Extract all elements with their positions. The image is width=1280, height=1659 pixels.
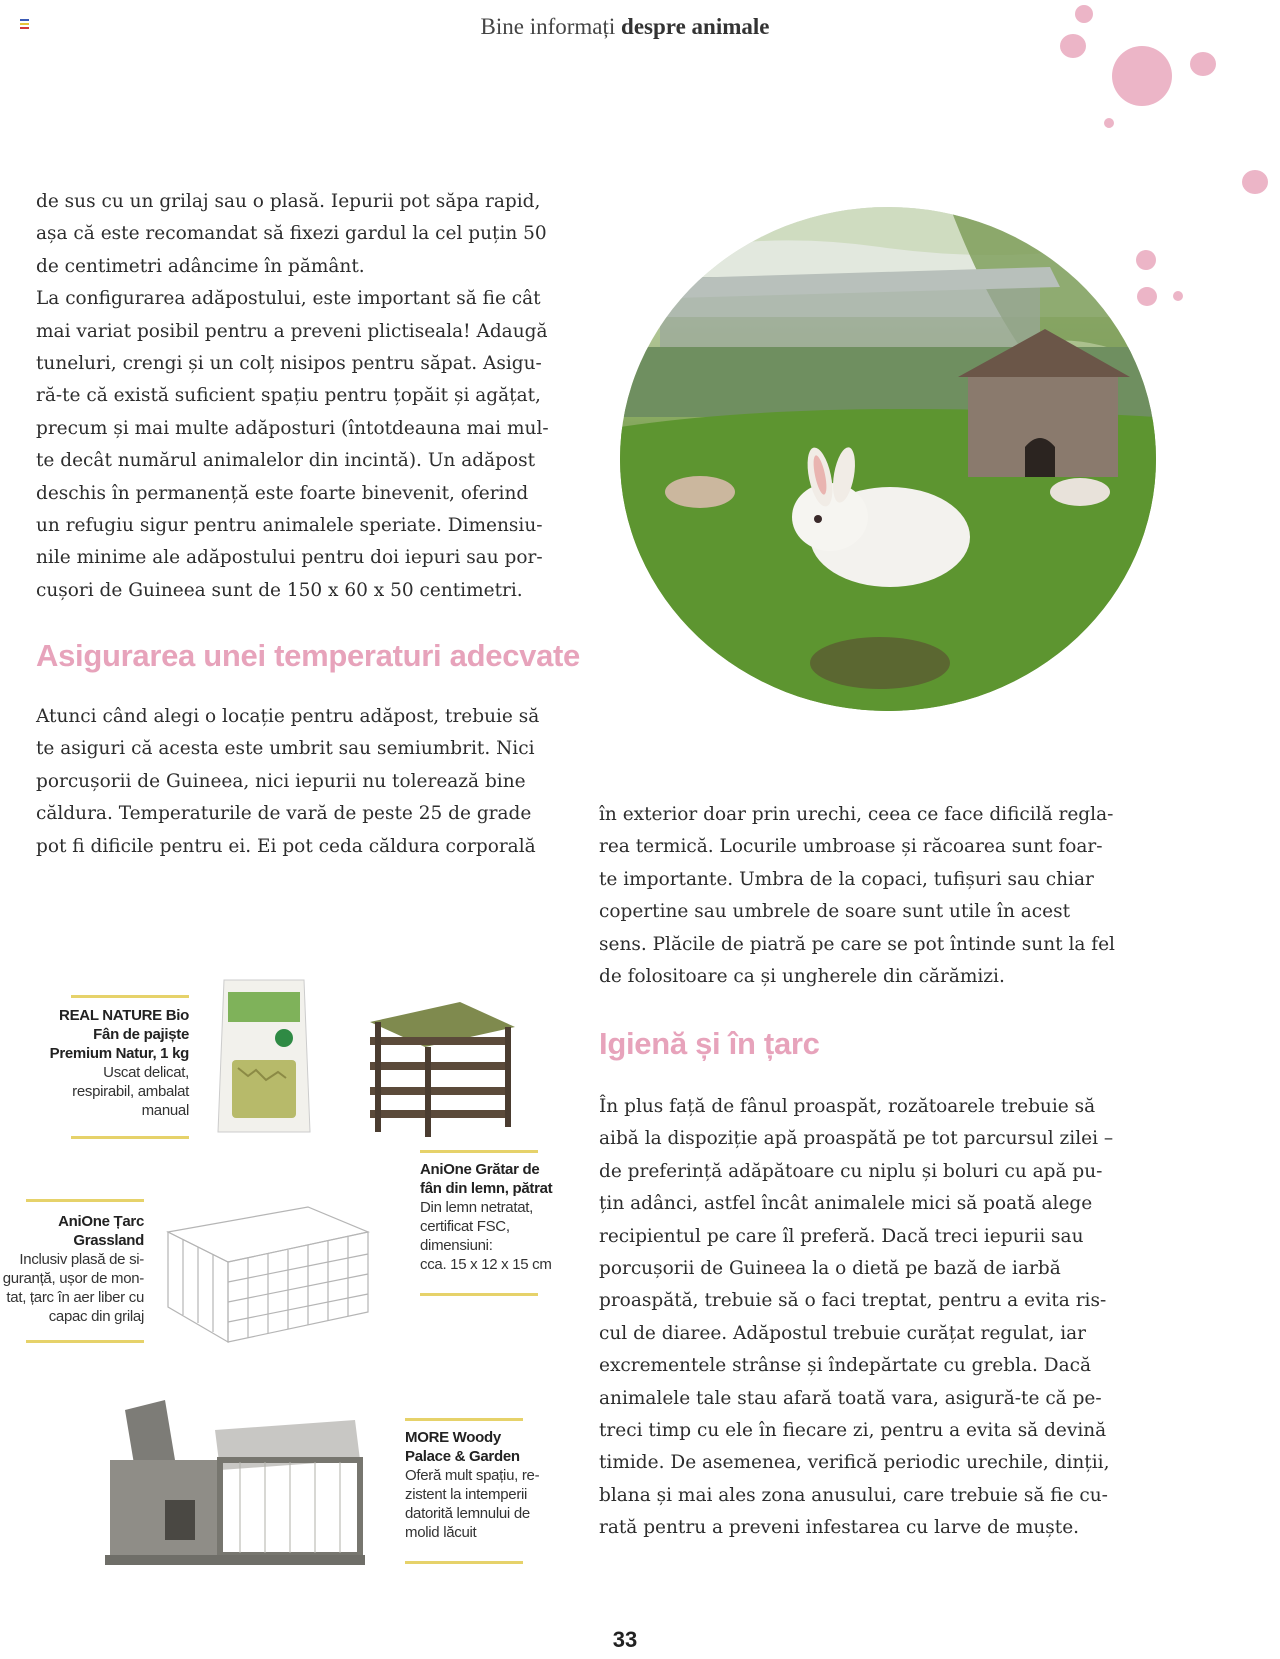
divider-line [26,1199,144,1202]
divider-line [405,1418,523,1421]
header-title-bold: despre animale [621,14,770,39]
product-enclosure-caption [0,1212,144,1326]
product-description: Din lemn netratat, certificat FSC, dimensiuni: cca. 15 x 12 x 15 cm [420,1199,552,1273]
page-number: 33 [612,1627,638,1652]
divider-line [405,1561,523,1564]
product-name: AniOne Grătar de fân din lemn, pătrat [420,1161,553,1197]
product-description: Uscat delicat, respirabil, ambalat manual [72,1064,189,1119]
header-title-light: Bine informați [480,14,616,39]
product-description: Inclusiv plasă de si- guranță, ușor de mon- tat, țarc în aer liber cu capac din grilaj [2,1251,144,1325]
temperature-paragraph-right: în exterior doar prin urechi, ceea ce face dificilă regla- rea termică. Locurile umbroase și răcoarea sunt foar- te importante. Umbra de la copaci, tufișuri sau chiar copertine sau umbrele de soare sunt utile în acest sens. Plăcile de piatră pe care se pot întinde sunt la fel de folositoare ca și ungherele din cărămizi. [599,804,1115,988]
divider-line [420,1150,538,1153]
rabbit-scene-illustration [620,207,1156,711]
divider-line [26,1340,144,1343]
hay-bag-image[interactable] [214,972,314,1138]
intro-paragraph: de sus cu un grilaj sau o plasă. Iepurii pot săpa rapid, așa că este recomandat să fixezi gardul la cel puțin 50 de centimetri adâncime în pământ. La configurarea adăpostului, este important să fie cât mai variat posibil pentru a preveni plictiseala! Adaugă tuneluri, crengi și un colț nisipos pentru săpat. Asigu- ră-te că există suficient spațiu pentru țopăit și agățat, precum și mai multe adăposturi (întotdeauna mai mul- te decât numărul animalelor din incintă). Un adăpost deschis în permanență este foarte binevenit, oferind un refugiu sigur pentru animalele speriate. Dimensiu- nile minime ale adăpostului pentru doi iepuri sau por- cușori de Guineea sunt de 150 x 60 x 50 centimetri. [36,191,549,601]
product-name: AniOne Țarc Grassland [58,1213,144,1249]
product-hay-caption [30,1006,189,1120]
wooden-hutch-image[interactable] [105,1400,375,1580]
rabbit-photo [620,207,1156,711]
divider-line [71,995,189,998]
product-hutch-caption [405,1428,555,1542]
divider-line [71,1136,189,1139]
divider-line [420,1293,538,1296]
temperature-paragraph-left: Atunci când alegi o locație pentru adăpost, trebuie să te asiguri că acesta este umbrit sau semiumbrit. Nici porcușorii de Guineea, nici iepurii nu tolerează bine căldura. Temperaturile de vară de peste 25 de grade pot fi dificile pentru ei. Ei pot ceda căldura corporală [36,706,540,857]
enclosure-image[interactable] [158,1192,378,1352]
page-header-title [0,14,1250,40]
product-hay-rack-caption [420,1160,570,1274]
product-name: REAL NATURE Bio Fân de pajiște Premium Natur, 1 kg [49,1007,189,1062]
product-name: MORE Woody Palace & Garden [405,1429,520,1465]
hygiene-paragraph: În plus față de fânul proaspăt, rozătoarele trebuie să aibă la dispoziție apă proaspătă pe tot parcursul zilei – de preferință adăpătoare cu niplu și boluri cu apă pu- țin adânci, astfel încât animalele mici să poată alege recipientul pe care îl preferă. Dacă treci iepurii sau porcușorii de Guineea la o dietă pe bază de iarbă proaspătă, trebuie să o faci treptat, pentru a evita ris- cul de diaree. Adăpostul trebuie curățat regulat, iar excrementele strânse și îndepărtate cu grebla. Dacă animalele tale stau afară toată vara, asigură-te că pe- treci timp cu ele în fiecare zi, pentru a evita să devină timide. De asemenea, verifică periodic urechile, dinții, blana și mai ales zona anusului, care trebuie să fie cu- rată pentru a preveni infestarea cu larve de muște. [599,1096,1114,1539]
hay-rack-image[interactable] [350,992,530,1142]
product-description: Oferă mult spațiu, re- zistent la intemperii datorită lemnului de molid lăcuit [405,1467,540,1541]
hygiene-heading: Igienă și în țarc [599,1026,820,1061]
temperature-heading: Asigurarea unei temperaturi adecvate [36,638,580,673]
